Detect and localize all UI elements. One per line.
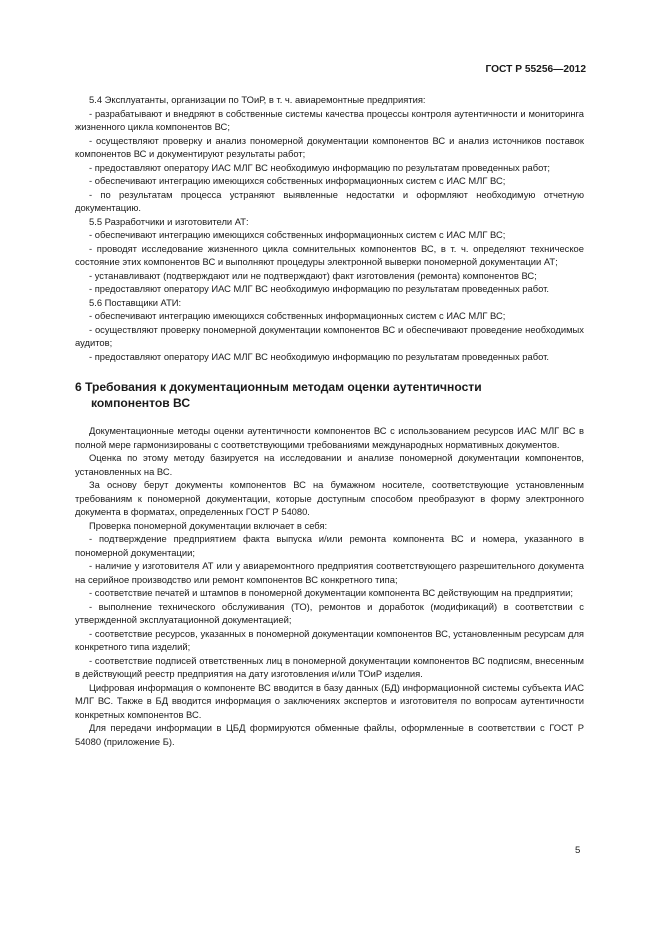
list-item: - проводят исследование жизненного цикла сомнительных компонентов ВС, в т. ч. определяют техническое состояние этих компонентов ВС и выполняют процедуры электронной выверки пономерной документации АТ; <box>75 242 584 267</box>
list-item: - предоставляют оператору ИАС МЛГ ВС необходимую информацию по результатам проведенных работ. <box>89 350 549 362</box>
list-item: - обеспечивают интеграцию имеющихся собственных информационных систем с ИАС МЛГ ВС; <box>89 229 506 240</box>
list-item: - выполнение технического обслуживания (ТО), ремонтов и доработок (модификаций) в соответствии с утвержденной эксплуатационной документацией; <box>75 600 584 625</box>
paragraph: 5.5 Разработчики и изготовители АТ: <box>89 215 249 227</box>
paragraph: Оценка по этому методу базируется на исследовании и анализе пономерной документации компонентов, установленных на ВС. <box>75 452 584 477</box>
list-item: - разрабатывают и внедряют в собственные системы качества процессы контроля аутентичности и мониторинга жизненного цикла компонентов ВС; <box>75 107 584 132</box>
list-item: - обеспечивают интеграцию имеющихся собственных информационных систем с ИАС МЛГ ВС; <box>89 310 506 321</box>
page-body <box>75 93 584 748</box>
list-item: - соответствие ресурсов, указанных в пономерной документации компонентов ВС, установленным ресурсам для конкретного типа изделий; <box>75 627 584 652</box>
paragraph: 5.6 Поставщики АТИ: <box>89 296 182 308</box>
list-item: - наличие у изготовителя АТ или у авиаремонтного предприятия соответствующего разрешительного документа на серийное производство или ремонт компонентов ВС конкретного типа; <box>75 560 584 585</box>
list-item: - осуществляют проверку пономерной документации компонентов ВС и обеспечивают проведение необходимых аудитов; <box>75 323 584 348</box>
page-number: 5 <box>575 845 581 856</box>
paragraph: Цифровая информация о компоненте ВС вводится в базу данных (БД) информационной системы субъекта ИАС МЛГ ВС. Также в БД вводится информация о заключениях экспертов и изготовителя по вопросам аутентичности конкретных компонентов ВС. <box>75 681 584 720</box>
list-item: - соответствие печатей и штампов в пономерной документации компонента ВС действующим на предприятии; <box>89 587 573 598</box>
paragraph: Для передачи информации в ЦБД формируются обменные файлы, оформленные в соответствии с ГОСТ Р 54080 (приложение Б). <box>75 722 584 747</box>
paragraph: 5.4 Эксплуатанты, организации по ТОиР, в т. ч. авиаремонтные предприятия: <box>89 94 426 105</box>
section-5 <box>75 93 584 363</box>
list-item: - по результатам процесса устраняют выявленные недостатки и оформляют необходимую отчетную документацию. <box>75 188 584 213</box>
list-item: - предоставляют оператору ИАС МЛГ ВС необходимую информацию по результатам проведенных работ. <box>89 283 549 294</box>
list-item: - устанавливают (подтверждают или не подтверждают) факт изготовления (ремонта) компонентов ВС; <box>89 269 537 281</box>
paragraph: Документационные методы оценки аутентичности компонентов ВС с использованием ресурсов ИАС МЛГ ВС в полной мере гармонизированы с соответствующими требованиями международных нормативных документов. <box>75 425 584 450</box>
paragraph: Проверка пономерной документации включает в себя: <box>89 519 328 531</box>
heading-line: 6 Требования к документационным методам оценки аутентичности <box>75 380 482 394</box>
section-6 <box>75 424 584 748</box>
section-6-heading <box>75 379 584 411</box>
list-item: - подтверждение предприятием факта выпуска и/или ремонта компонента ВС и номера, указанного в пономерной документации; <box>75 533 584 558</box>
list-item: - осуществляют проверку и анализ пономерной документации компонентов ВС и анализ источников поставок компонентов ВС и документируют результаты работ; <box>75 134 584 159</box>
list-item: - предоставляют оператору ИАС МЛГ ВС необходимую информацию по результатам проведенных работ; <box>89 161 550 173</box>
heading-line: компонентов ВС <box>91 396 191 410</box>
list-item: - соответствие подписей ответственных лиц в пономерной документации компонентов ВС подписям, внесенным в действующий реестр предприятия на дату изготовления и/или ТОиР изделия. <box>75 654 584 679</box>
list-item: - обеспечивают интеграцию имеющихся собственных информационных систем с ИАС МЛГ ВС; <box>89 175 506 186</box>
document-header: ГОСТ Р 55256—2012 <box>485 64 586 75</box>
paragraph: За основу берут документы компонентов ВС на бумажном носителе, соответствующие установленным требованиям к пономерной документации, которые доступным способом преобразуют в форму электронного документа в форматах, определенных ГОСТ Р 54080. <box>75 479 584 517</box>
